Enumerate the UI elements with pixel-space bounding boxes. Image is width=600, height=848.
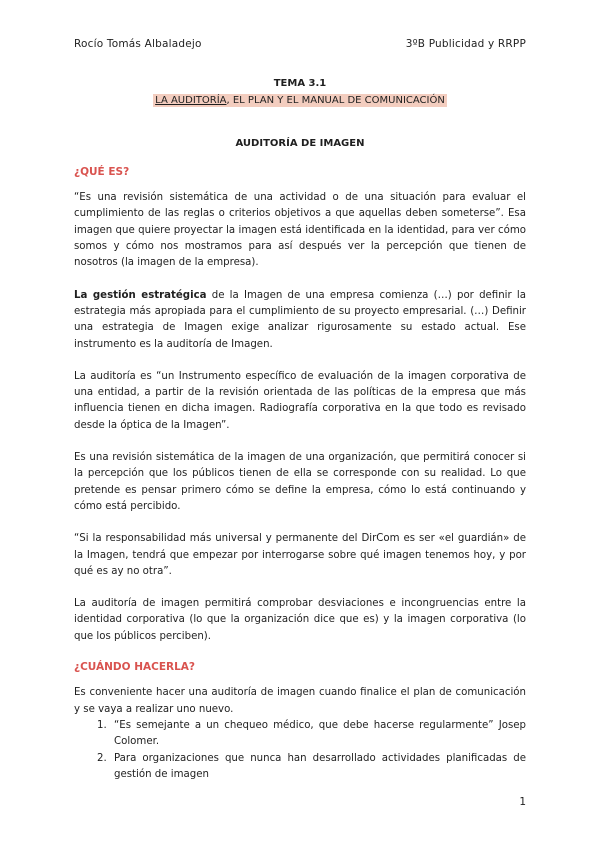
heading-cuando-hacerla: ¿CUÁNDO HACERLA? [74, 661, 195, 674]
tema-title: TEMA 3.1 [273, 78, 327, 89]
paragraph-5: “Si la responsabilidad más universal y permanente del DirCom es ser «el guardián» de la Imagen, tendrá que empezar por interrogarse sobre qué imagen tenemos hoy, y por qué es ay no otra”. [74, 533, 526, 577]
paragraph-1: “Es una revisión sistemática de una actividad o de una situación para evaluar el cumplimiento de las reglas o criterios objetivos a que aquellas deben someterse”. Esa imagen que quiere proyectar la imagen está identificada en la identidad, para ver cómo somos y cómo nos mostramos para así después ver la percepción que tienen de nosotros (la imagen de la empresa). [74, 192, 526, 269]
paragraph-2-bold: La gestión estratégica [74, 289, 207, 301]
subtitle-underlined: LA AUDITORÍA [155, 95, 227, 107]
paragraph-2-rest: de la Imagen de una empresa comienza (…) por definir la estrategia más apropiada para el cumplimiento de su proyecto empresarial. (…) Definir una estrategia de Imagen exige analizar rigurosamente su estado actual. Ese instrumento es la auditoría de Imagen. [74, 289, 526, 350]
subtitle-rest: , EL PLAN Y EL MANUAL DE COMUNICACIÓN [226, 95, 445, 107]
paragraph-3: La auditoría es “un Instrumento específico de evaluación de la imagen corporativa de una entidad, a partir de la revisión orientada de las políticas de la empresa que más influencia tienen en dicha imagen. Radiografía corporativa en la que todo es revisado desde la óptica de la Imagen”. [74, 370, 526, 431]
paragraph-6: La auditoría de imagen permitirá comprobar desviaciones e incongruencias entre la identidad corporativa (lo que la organización dice que es) y la imagen corporativa (lo que los públicos perciben). [74, 598, 526, 642]
header-course: 3ºB Publicidad y RRPP [405, 38, 526, 50]
subtitle-line [74, 93, 526, 109]
list-item: 1. “Es semejante a un chequeo médico, que debe hacerse regularmente” Josep Colomer. [110, 718, 526, 751]
reasons-list [74, 718, 526, 783]
page-number: 1 [519, 796, 526, 808]
paragraph-2 [74, 288, 526, 353]
section-title: AUDITORÍA DE IMAGEN [235, 137, 365, 149]
page-content [74, 76, 526, 783]
heading-que-es: ¿QUÉ ES? [74, 165, 130, 178]
paragraph-4: Es una revisión sistemática de la imagen de una organización, que permitirá conocer si la percepción que los públicos tienen de ella se corresponde con su realidad. Lo que pretende es pensar primero cómo se define la empresa, cómo lo está continuando y cómo está percibido. [74, 452, 526, 512]
header-author: Rocío Tomás Albaladejo [74, 38, 202, 50]
subtitle-highlight [153, 94, 447, 107]
list-item: 2. Para organizaciones que nunca han desarrollado actividades planificadas de gestión de imagen [110, 751, 526, 784]
paragraph-cuando-intro: Es conveniente hacer una auditoría de imagen cuando finalice el plan de comunicación y se vaya a realizar uno nuevo. [74, 687, 526, 715]
